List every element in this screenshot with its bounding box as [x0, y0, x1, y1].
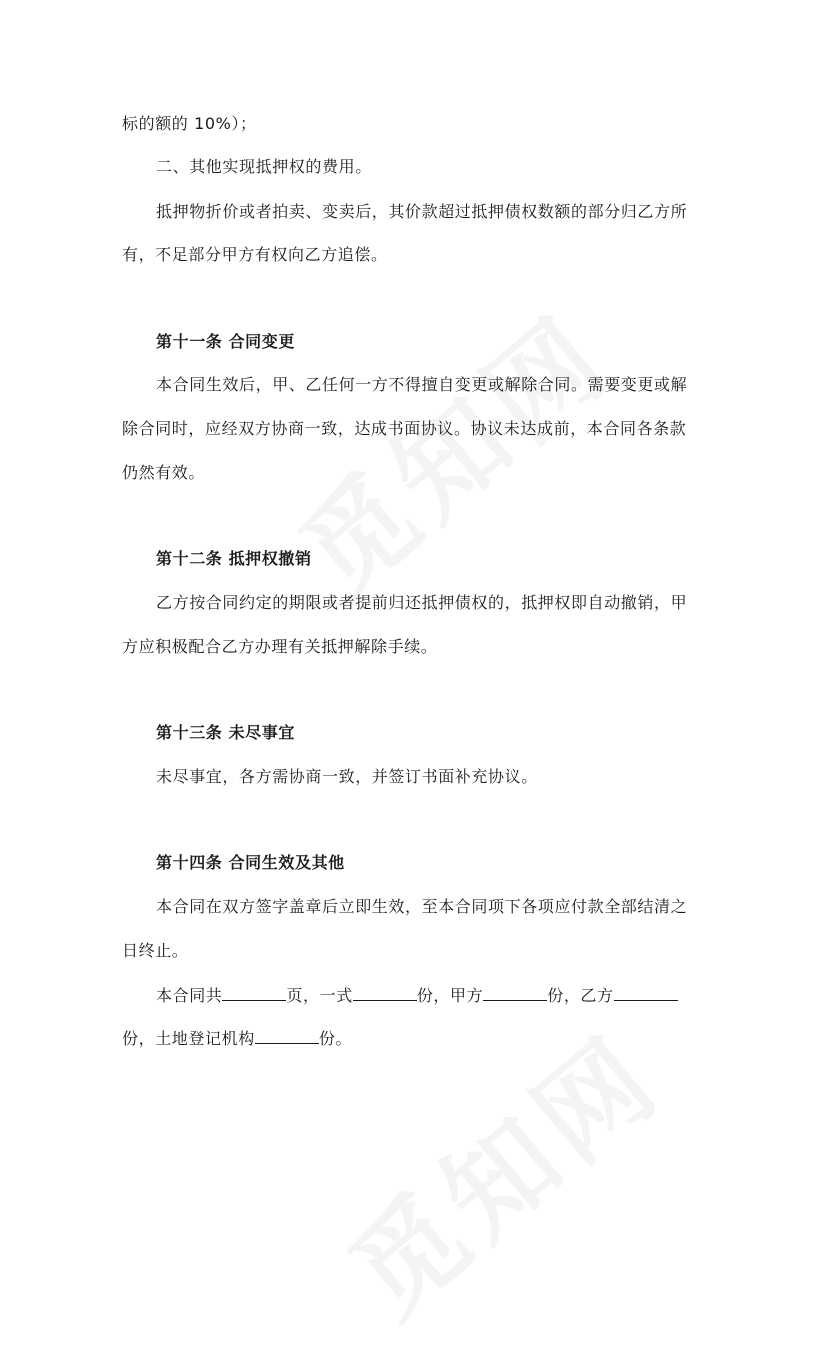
text-line: 乙方按合同约定的期限或者提前归还抵押债权的，抵押权即自动撤销，甲	[156, 593, 688, 612]
text-segment: 份，甲方	[416, 986, 484, 1005]
text-line: 仍然有效。	[122, 463, 206, 482]
text-line: 除合同时，应经双方协商一致，达成书面协议。协议未达成前，本合同各条款	[122, 419, 687, 438]
text-segment: 份，乙方	[547, 986, 614, 1005]
text-segment: 份，土地登记机构	[122, 1029, 255, 1048]
page-count-blank[interactable]	[222, 985, 286, 1001]
text-line: 有，不足部分甲方有权向乙方追偿。	[122, 245, 388, 264]
text-line: 标的额的 10%）；	[122, 114, 257, 133]
land-registry-copies-blank[interactable]	[255, 1028, 319, 1044]
text-line: 本合同在双方签字盖章后立即生效，至本合同项下各项应付款全部结清之	[156, 897, 688, 916]
article-14-title: 第十四条 合同生效及其他	[156, 853, 345, 872]
text-line: 方应积极配合乙方办理有关抵押解除手续。	[122, 637, 438, 656]
party-b-copies-blank[interactable]	[614, 985, 678, 1001]
text-line: 抵押物折价或者拍卖、变卖后，其价款超过抵押债权数额的部分归乙方所	[156, 202, 688, 221]
article-12-title: 第十二条 抵押权撤销	[156, 549, 312, 568]
text-segment: 本合同共	[156, 986, 223, 1005]
text-segment: 份。	[318, 1029, 353, 1048]
watermark-bottom	[311, 993, 688, 1345]
text-line: 本合同生效后，甲、乙任何一方不得擅自变更或解除合同。需要变更或解	[156, 375, 688, 394]
article-11-title: 第十一条 合同变更	[156, 332, 295, 351]
copies-blank[interactable]	[353, 985, 417, 1001]
text-line: 二、其他实现抵押权的费用。	[156, 157, 372, 176]
text-line-blanks	[156, 985, 678, 1006]
watermark	[261, 273, 638, 625]
text-line: 未尽事宜，各方需协商一致，并签订书面补充协议。	[156, 767, 538, 786]
text-line-blanks	[122, 1028, 352, 1049]
party-a-copies-blank[interactable]	[483, 985, 547, 1001]
article-13-title: 第十三条 未尽事宜	[156, 723, 295, 742]
text-segment: 页，一式	[286, 986, 353, 1005]
text-line: 日终止。	[122, 941, 189, 960]
